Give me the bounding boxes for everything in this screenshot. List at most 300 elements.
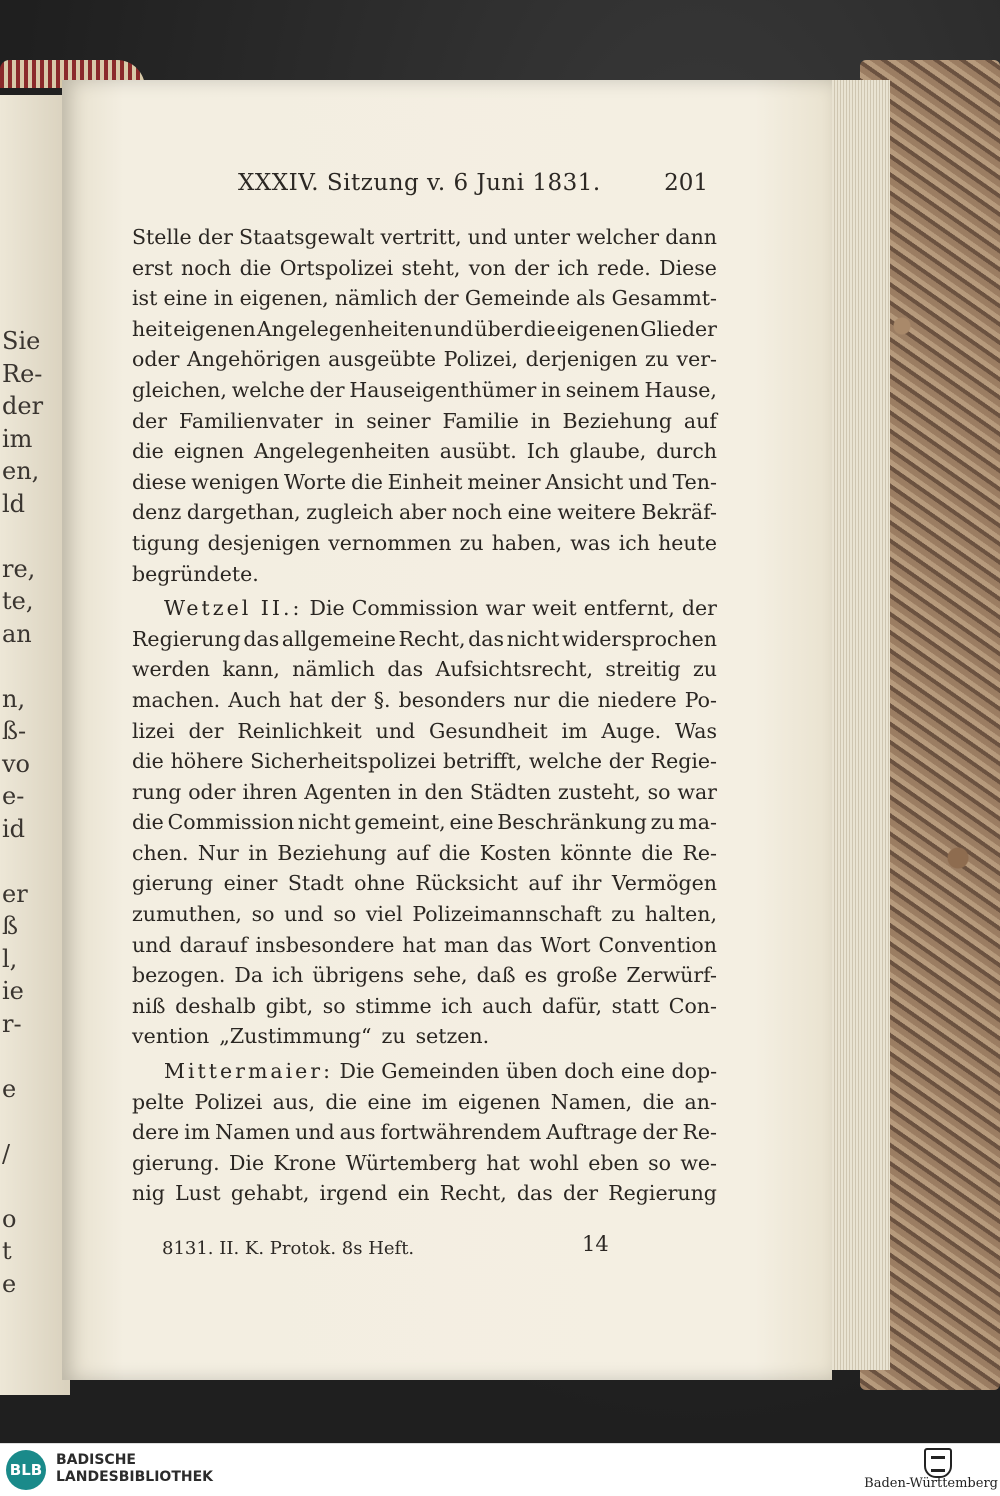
running-header [238, 170, 708, 204]
word: der [423, 286, 459, 311]
word: in [541, 377, 561, 402]
word: Recht, [398, 626, 466, 651]
word: das [468, 626, 505, 651]
word: „Zustimmung“ [219, 1024, 372, 1049]
word: Wort [540, 932, 591, 957]
word: Stadt [287, 871, 344, 896]
left-fragment: ß [2, 912, 19, 940]
word: seinem [565, 377, 640, 402]
word: widersprochen [561, 626, 717, 651]
text-line [132, 624, 717, 655]
word: Rücksicht [415, 871, 518, 896]
text-line [132, 838, 717, 869]
text-line [132, 406, 717, 437]
word: Angelegenheiten [256, 316, 433, 341]
left-fragment: re, [2, 554, 36, 583]
word: wenigen [191, 469, 280, 494]
word: ausübt. [439, 439, 517, 464]
word: Vermögen [611, 871, 717, 896]
word: zu [650, 810, 675, 835]
word: Auftrage [546, 1120, 638, 1145]
word: war [485, 596, 526, 621]
word: aus, [272, 1089, 316, 1114]
word: das [516, 1181, 553, 1206]
library-name [56, 1452, 213, 1486]
word: Krone [273, 1150, 337, 1175]
word: nämlich [292, 657, 375, 682]
word: Gemeinde [464, 286, 570, 311]
left-fragment: an [2, 619, 32, 648]
word: der [642, 1120, 678, 1145]
word: eben [588, 1150, 639, 1175]
word: Was [674, 718, 717, 743]
word: so [648, 1150, 672, 1175]
word: zu [611, 902, 636, 927]
word: betrifft, [442, 749, 523, 774]
word: Re- [682, 1120, 717, 1145]
word: niß [132, 993, 166, 1018]
word: und [284, 902, 324, 927]
text-line [132, 654, 717, 685]
word: ein [397, 1181, 430, 1206]
word: so [322, 993, 346, 1018]
word: nig [132, 1181, 165, 1206]
word: Commission [351, 596, 479, 621]
word: sehe, [413, 963, 468, 988]
word: fortwährendem [380, 1120, 542, 1145]
word: die [523, 316, 556, 341]
word: irgend [319, 1181, 388, 1206]
left-fragment: e [2, 1074, 17, 1103]
word: das [496, 932, 533, 957]
left-fragment: Sie [2, 327, 41, 355]
word: ihr [571, 871, 602, 896]
left-fragment: en, [2, 457, 40, 485]
word: Auge. [601, 718, 662, 743]
word: nur [513, 687, 550, 712]
left-fragment [2, 845, 42, 878]
word: üben [506, 1059, 558, 1084]
word: zu [692, 657, 717, 682]
word: ihren [242, 779, 298, 804]
word: was [570, 530, 611, 555]
word: lizei [132, 718, 175, 743]
left-fragment: e [2, 1269, 17, 1298]
word: Ten- [672, 469, 717, 494]
word: desjenigen [207, 530, 321, 555]
sheet-number: 14 [582, 1232, 609, 1256]
word: der [562, 1181, 599, 1206]
word: tigung [132, 530, 200, 555]
word: zumuthen, [132, 902, 242, 927]
word: einer [223, 871, 278, 896]
word: doch [564, 1059, 615, 1084]
word: die [642, 1089, 675, 1114]
text-line [132, 746, 717, 777]
word: die [438, 840, 471, 865]
text-line [132, 1178, 717, 1209]
left-fragment: t [2, 1237, 12, 1265]
left-page-edge [0, 95, 70, 1395]
left-fragment: ie [2, 977, 24, 1005]
word: der [608, 749, 644, 774]
word: vernommen [328, 530, 452, 555]
word: dere [132, 1120, 180, 1145]
text-line [132, 559, 717, 590]
left-fragment [2, 1170, 42, 1203]
word: ich [618, 530, 650, 555]
word: oder [188, 779, 236, 804]
word: Kosten [479, 840, 551, 865]
word: noch [451, 500, 503, 525]
word: Recht, [439, 1181, 507, 1206]
word: Namen [215, 1120, 291, 1145]
word: statt [611, 993, 660, 1018]
text-line [132, 253, 717, 284]
text-line [132, 716, 717, 747]
text-line [132, 283, 717, 314]
word: Die [339, 1059, 375, 1084]
word: Glieder [640, 316, 717, 341]
word: gibt, [265, 993, 314, 1018]
speaker-name: Wetzel II.: [164, 596, 303, 621]
left-fragment [2, 650, 42, 683]
word: in [530, 408, 551, 433]
word: könnte [560, 840, 632, 865]
left-fragment: ß- [2, 717, 27, 745]
word: gleichen, [132, 377, 227, 402]
word: Die [229, 1150, 265, 1175]
word: Die [309, 596, 345, 621]
text-line [132, 991, 717, 1022]
word: Regie- [650, 749, 717, 774]
word: höhere [170, 749, 244, 774]
word: und [375, 718, 416, 743]
word: ausgeübte [328, 347, 437, 372]
word: pelte [132, 1089, 185, 1114]
word: heit [132, 316, 173, 341]
left-page-text-fragments [2, 325, 42, 1300]
word: auf [683, 408, 717, 433]
word: es [524, 963, 548, 988]
word: deshalb [175, 993, 256, 1018]
word: steht, [401, 255, 461, 280]
word: Stelle [132, 225, 192, 249]
word: welcher [576, 225, 660, 249]
word: Angelegenheiten [253, 439, 430, 464]
text-line [132, 497, 717, 528]
text-line [132, 436, 717, 467]
text-line [132, 807, 717, 838]
word: we- [680, 1150, 717, 1175]
library-name-line1: BADISCHE [56, 1452, 136, 1468]
word: Nur [197, 840, 239, 865]
word: Gesammt- [611, 286, 717, 311]
word: im [561, 718, 588, 743]
word: Familie [442, 408, 519, 433]
word: das [243, 626, 280, 651]
word: hat [288, 687, 323, 712]
library-bar [0, 1443, 1000, 1496]
word: zu [381, 1024, 406, 1049]
word: der [330, 687, 366, 712]
left-fragment: te, [2, 587, 34, 615]
left-fragment [2, 1040, 42, 1073]
word: Hause, [644, 377, 717, 402]
word: Gemeinden [381, 1059, 500, 1084]
word: ist [132, 286, 158, 311]
word: ver- [676, 347, 717, 372]
text-line [132, 1056, 717, 1087]
left-fragment: der [2, 392, 44, 420]
word: Da [234, 963, 264, 988]
word: begründete. [132, 561, 259, 586]
word: die [325, 1089, 358, 1114]
region-label[interactable]: Baden-Württemberg [864, 1476, 998, 1491]
word: Lust [175, 1181, 221, 1206]
word: so [647, 779, 671, 804]
text-line [132, 528, 717, 559]
word: auf [396, 840, 430, 865]
word: eine [449, 810, 494, 835]
text-line [132, 1021, 717, 1052]
word: auch [482, 993, 533, 1018]
word: Ansicht [545, 469, 624, 494]
text-line [132, 314, 717, 345]
word: Staatsgewalt [239, 225, 375, 249]
word: kann, [222, 657, 280, 682]
word: eine [367, 1089, 412, 1114]
word: in [397, 779, 418, 804]
left-fragment: im [2, 424, 33, 453]
word: der [681, 596, 717, 621]
word: noch [181, 255, 232, 280]
left-fragment: n, [2, 684, 26, 713]
word: haben, [491, 530, 563, 555]
word: Hauseigenthümer [349, 377, 537, 402]
word: Convention [598, 932, 717, 957]
word: nicht [297, 810, 351, 835]
word: Beschränkung [497, 810, 647, 835]
word: den [424, 779, 464, 804]
word: Polizei [194, 1089, 263, 1114]
word: aus [339, 1120, 376, 1145]
word: der [188, 718, 224, 743]
left-fragment [2, 520, 42, 553]
word: Familienvater [179, 408, 323, 433]
text-line [132, 1148, 717, 1179]
word: im [421, 1089, 448, 1114]
left-fragment: o [2, 1204, 17, 1233]
body-text [132, 222, 717, 1209]
word: allgemeine [281, 626, 396, 651]
word: Einheit [387, 469, 463, 494]
word: die [351, 469, 383, 494]
signature-mark: 8131. II. K. Protok. 8s Heft. [162, 1238, 415, 1259]
word: besonders [398, 687, 506, 712]
word: meiner [467, 469, 541, 494]
blb-logo[interactable]: BLB [6, 1450, 46, 1490]
word: und [433, 316, 474, 341]
word: viel [365, 902, 403, 927]
word: halten, [644, 902, 717, 927]
left-fragment: Re- [2, 359, 43, 388]
word: zugleich [306, 500, 394, 525]
text-line [132, 930, 717, 961]
word: man [443, 932, 489, 957]
word: ma- [678, 810, 717, 835]
word: Städten [469, 779, 552, 804]
word: rede. [597, 255, 651, 280]
text-line [132, 593, 717, 624]
word: der [514, 255, 550, 280]
word: die [641, 840, 674, 865]
word: weit [532, 596, 577, 621]
word: in [248, 840, 269, 865]
word: hat [402, 932, 436, 957]
word: übrigens [312, 963, 405, 988]
word: welche [528, 749, 602, 774]
word: eigenen, [239, 286, 329, 311]
word: eigenen [458, 1089, 541, 1114]
word: durch [656, 439, 717, 464]
word: ich [557, 255, 589, 280]
word: ich [272, 963, 304, 988]
word: im [184, 1120, 211, 1145]
page-footer [162, 1232, 612, 1262]
word: erst [132, 255, 173, 280]
word: Auch [228, 687, 281, 712]
coat-of-arms-icon [924, 1448, 952, 1478]
word: als [576, 286, 606, 311]
word: zu [459, 530, 484, 555]
word: weitere [557, 500, 636, 525]
speaker-name: Mittermaier: [164, 1059, 334, 1084]
word: Sicherheitspolizei [250, 749, 437, 774]
text-line [132, 344, 717, 375]
word: daß [476, 963, 516, 988]
text-line [132, 1117, 717, 1148]
word: darauf [179, 932, 248, 957]
word: werden [132, 657, 210, 682]
word: so [251, 902, 275, 927]
text-line [132, 222, 717, 253]
left-fragment: r- [2, 1009, 22, 1038]
word: und [628, 469, 668, 494]
word: Diese [659, 255, 717, 280]
word: nämlich [334, 286, 418, 311]
word: eigenen [173, 316, 256, 341]
word: glaube, [569, 439, 647, 464]
text-line [132, 1087, 717, 1118]
word: die [132, 749, 164, 774]
left-fragment: l, [2, 944, 18, 973]
left-fragment: er [2, 879, 28, 908]
word: Regierung [132, 626, 241, 651]
word: der [309, 377, 345, 402]
word: die [132, 439, 164, 464]
word: Aufsichtsrecht, [435, 657, 594, 682]
word: Regierung [608, 1181, 717, 1206]
word: und [132, 932, 172, 957]
word: dafür, [541, 993, 603, 1018]
word: hat [486, 1150, 520, 1175]
word: in [213, 286, 234, 311]
library-name-line2: LANDESBIBLIOTHEK [56, 1469, 214, 1485]
word: entfernt, [583, 596, 675, 621]
text-line [132, 899, 717, 930]
word: seiner [366, 408, 431, 433]
word: gierung [132, 871, 214, 896]
word: denz [132, 500, 182, 525]
word: derjenigen [525, 347, 638, 372]
word: Namen, [550, 1089, 633, 1114]
word: wohl [529, 1150, 579, 1175]
page-number: 201 [664, 170, 708, 196]
text-line [132, 960, 717, 991]
word: war [677, 779, 717, 804]
left-fragment: ld [2, 489, 26, 518]
word: streitig [605, 657, 681, 682]
header-title: XXXIV. Sitzung v. 6 Juni 1831. [238, 170, 601, 196]
left-fragment [2, 1105, 42, 1138]
word: niedere [597, 687, 677, 712]
word: auf [528, 871, 562, 896]
left-fragment: e- [2, 782, 25, 810]
word: unter [513, 225, 571, 249]
word: zusteht, [557, 779, 641, 804]
word: stimme [355, 993, 432, 1018]
word: gehabt, [230, 1181, 310, 1206]
left-fragment: vo [2, 749, 31, 778]
word: die [239, 255, 272, 280]
word: und [295, 1120, 335, 1145]
word: nicht [506, 626, 560, 651]
word: Reinlichkeit [237, 718, 362, 743]
text-line [132, 777, 717, 808]
word: große [556, 963, 618, 988]
word: zu [644, 347, 669, 372]
word: Worte [284, 469, 347, 494]
word: rung [132, 779, 182, 804]
word: Polizei, [443, 347, 519, 372]
word: über [474, 316, 523, 341]
word: Re- [682, 840, 717, 865]
word: das [387, 657, 424, 682]
word: Agenten [304, 779, 392, 804]
word: Beziehung [277, 840, 387, 865]
word: heute [658, 530, 717, 555]
word: Beziehung [562, 408, 672, 433]
word: eine [620, 1059, 665, 1084]
left-fragment: id [2, 814, 26, 843]
word: eine [163, 286, 208, 311]
word: Po- [684, 687, 717, 712]
word: bezogen. [132, 963, 226, 988]
word: eine [507, 500, 552, 525]
word: die [557, 687, 590, 712]
word: eignen [173, 439, 245, 464]
word: gierung. [132, 1150, 220, 1175]
word: machen. [132, 687, 221, 712]
word: und [467, 225, 508, 249]
word: vention [132, 1024, 210, 1049]
text-line [132, 375, 717, 406]
word: welche [231, 377, 305, 402]
word: dann [665, 225, 717, 249]
word: der [132, 408, 168, 433]
word: §. [373, 687, 391, 712]
